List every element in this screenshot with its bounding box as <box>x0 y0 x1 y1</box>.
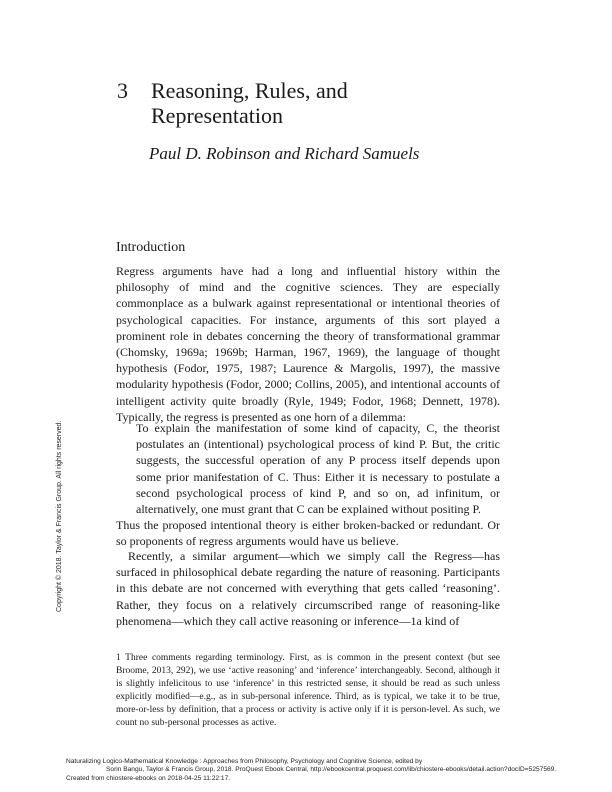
chapter-title: Reasoning, Rules, and Representation <box>151 78 348 128</box>
paragraph-text: Thus the proposed intentional theory is either broken-backed or redundant. Or so proponents of regress arguments would have us believe. <box>116 518 500 549</box>
paragraph-3 <box>116 548 500 629</box>
paragraph-text: Regress arguments have had a long and influential history within the philosophy of mind and the cognitive sciences. They are especially commonplace as a bulwark against representational or intentional theories of psychological capacities. For instance, arguments of this sort played a prominent role in debates concerning the theory of transformational grammar (Chomsky, 1969a; 1969b; Harman, 1967, 1969), the language of thought hypothesis (Fodor, 1975, 1987; Laurence & Margolis, 1997), the massive modularity hypothesis (Fodor, 2000; Collins, 2005), and intentional accounts of intelligent activity quite broadly (Ryle, 1949; Fodor, 1968; Dennett, 1978). Typically, the regress is presented as one horn of a dilemma: <box>116 264 500 424</box>
paragraph-1 <box>116 263 500 425</box>
block-quote <box>136 420 500 517</box>
quote-text: To explain the manifestation of some kind of capacity, C, the theorist postulates an (intentional) psychological process of kind P. But, the critic suggests, the successful operation of any P process itself depends upon some prior manifestation of C. Thus: Either it is necessary to postulate a second psychological process of kind P, and so on, ad infinitum, or alternatively, one must grant that C can be explained without positing P. <box>136 421 500 517</box>
chapter-number: 3 <box>117 78 128 103</box>
footnote-text: 1 Three comments regarding terminology. First, as is common in the present context (but see Broome, 2013, 292), we use ‘active reasoning’ and ‘inference’ interchangeably. Second, although it is slightly infelicitous to use ‘inference’ in this restricted sense, it should be read as such unless explicitly modified—e.g., as in sub-personal inference. Third, as is typical, we take it to be true, more-or-less by definition, that a process or activity is active only if it is person-level. As such, we count no sub-personal processes as active. <box>116 653 500 728</box>
section-heading: Introduction <box>116 240 186 255</box>
chapter-authors: Paul D. Robinson and Richard Samuels <box>149 144 420 163</box>
page-footer <box>66 758 612 783</box>
footnote <box>116 652 500 730</box>
paragraph-text: Recently, a similar argument—which we simply call the Regress—has surfaced in philosophical debate regarding the nature of reasoning. Participants in this debate are not concerned with everything that gets called ‘reasoning’. Rather, they focus on a relatively circumscribed range of reasoning-like phenomena—which they call active reasoning or inference—1a kind of <box>116 549 500 628</box>
copyright-sidebar: Copyright © 2018. Taylor & Francis Group. All rights reserved. <box>56 420 63 612</box>
footer-source-link[interactable]: Sorin Bangu, Taylor & Francis Group, 2018. ProQuest Ebook Central, http://ebookcentral.proquest.com/lib/chiostere-ebooks/detail.action?docID=5257569. <box>106 766 557 774</box>
paragraph-2 <box>116 517 500 549</box>
footer-created: Created from chiostere-ebooks on 2018-04-25 11:22:17. <box>66 774 231 782</box>
footer-citation: Naturalizing Logico-Mathematical Knowledge : Approaches from Philosophy, Psychology and Cognitive Science, edited by <box>66 758 423 765</box>
